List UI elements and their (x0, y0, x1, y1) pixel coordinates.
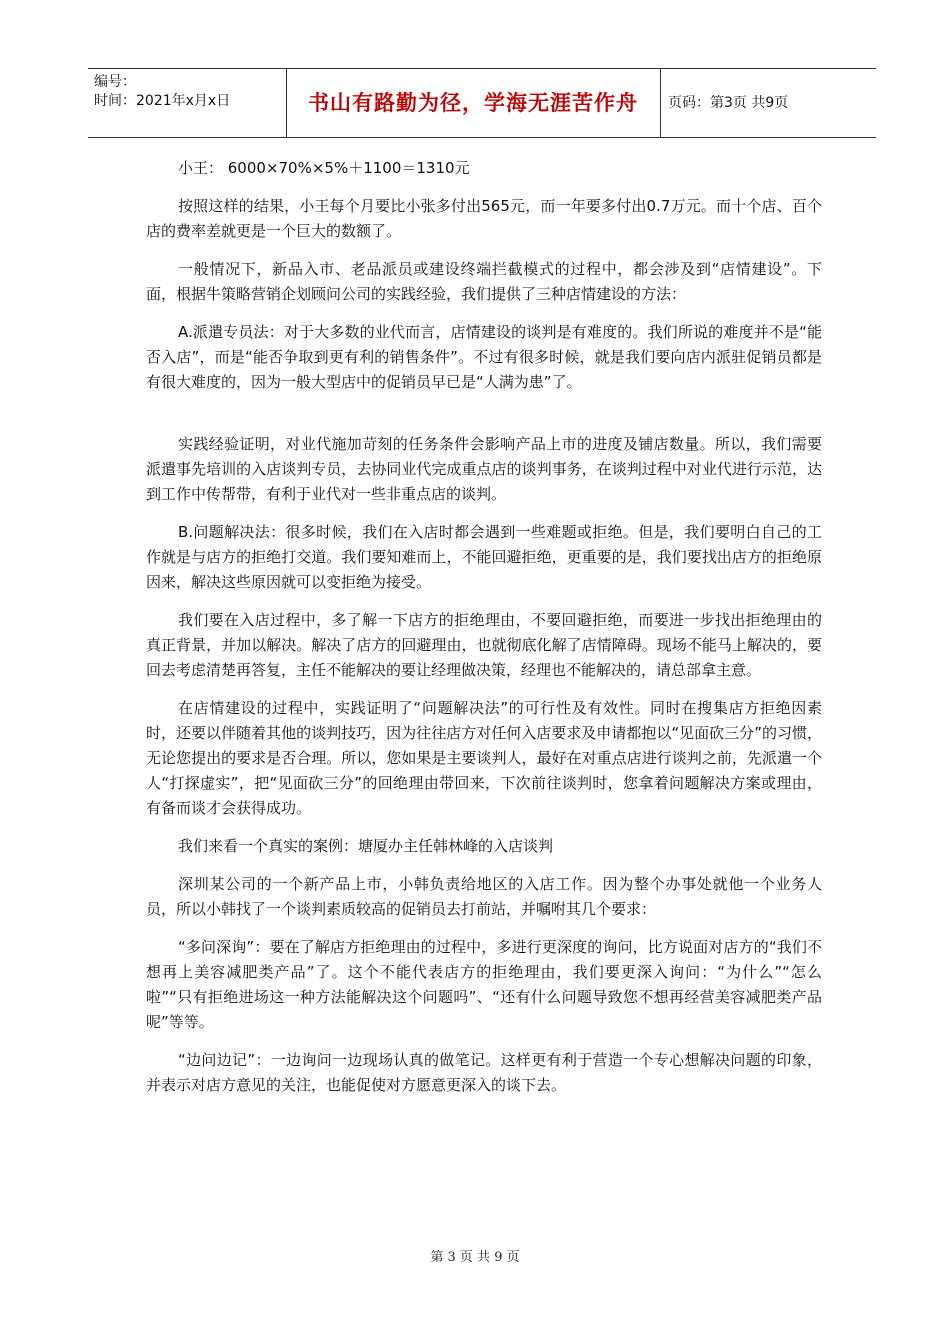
paragraph-case-title: 我们来看一个真实的案例：塘厦办主任韩林峰的入店谈判 (178, 837, 554, 855)
paragraph: “多问深询”：要在了解店方拒绝理由的过程中，多进行更深度的询问，比方说面对店方的“我们不想再上美容减肥类产品”了。这个不能代表店方的拒绝理由，我们要更深入询问：“为什么”“怎么啦”“只有拒绝进场这一种方法能解决这个问题吗”、“还有什么问题导致您不想再经营美容减肥类产品呢”等等。 (146, 938, 822, 1031)
paragraph: B.问题解决法：很多时候，我们在入店时都会遇到一些难题或拒绝。但是，我们要明白自己的工作就是与店方的拒绝打交道。我们要知难而上，不能回避拒绝，更重要的是，我们要找出店方的拒绝原因来，解决这些原因就可以变拒绝为接受。 (146, 523, 822, 591)
page-footer: 第 3 页 共 9 页 (430, 1250, 520, 1265)
paragraph: 按照这样的结果，小王每个月要比小张多付出565元，而一年要多付出0.7万元。而十个店、百个店的费率差就更是一个巨大的数额了。 (146, 197, 822, 240)
paragraph: “边问边记”：一边询问一边现场认真的做笔记。这样更有利于营造一个专心想解决问题的印象，并表示对店方意见的关注，也能促使对方愿意更深入的谈下去。 (146, 1051, 822, 1094)
page-header (88, 68, 876, 138)
paragraph: 一般情况下，新品入市、老品派员或建设终端拦截模式的过程中，都会涉及到“店情建设”。下面，根据牛策略营销企划顾问公司的实践经验，我们提供了三种店情建设的方法： (146, 260, 822, 303)
header-motto: 书山有路勤为径，学海无涯苦作舟 (308, 90, 638, 115)
header-meta (94, 73, 284, 111)
header-time-label: 时间：2021年x月x日 (94, 93, 231, 109)
paragraph-formula: 小王： 6000×70%×5%＋1100＝1310元 (178, 159, 470, 177)
paragraph: 在店情建设的过程中，实践证明了“问题解决法”的可行性及有效性。同时在搜集店方拒绝因素时，还要以伴随着其他的谈判技巧，因为往往店方对任何入店要求及申请都抱以“见面砍三分”的习惯，无论您提出的要求是否合理。所以，您如果是主要谈判人，最好在对重点店进行谈判之前，先派遣一个人“打探虚实”，把“见面砍三分”的回绝理由带回来，下次前往谈判时，您拿着问题解决方案或理由，有备而谈才会获得成功。 (146, 699, 822, 817)
paragraph: 实践经验证明，对业代施加苛刻的任务条件会影响产品上市的进度及铺店数量。所以，我们需要派遣事先培训的入店谈判专员，去协同业代完成重点店的谈判事务，在谈判过程中对业代进行示范，达到工作中传帮带，有利于业代对一些非重点店的谈判。 (146, 435, 822, 503)
header-divider-right (660, 69, 661, 137)
paragraph: A.派遣专员法：对于大多数的业代而言，店情建设的谈判是有难度的。我们所说的难度并不是“能否入店”，而是“能否争取到更有利的销售条件”。不过有很多时候，就是我们要向店内派驻促销员都是有很大难度的，因为一般大型店中的促销员早已是“人满为患”了。 (146, 323, 822, 391)
header-page-label: 页码：第3页 共9页 (668, 95, 789, 111)
paragraph: 我们要在入店过程中，多了解一下店方的拒绝理由，不要回避拒绝，而要进一步找出拒绝理由的真正背景，并加以解决。解决了店方的回避理由，也就彻底化解了店情障碍。现场不能马上解决的，要回去考虑清楚再答复，主任不能解决的要让经理做决策，经理也不能解决的，请总部拿主意。 (146, 611, 822, 679)
paragraph: 深圳某公司的一个新产品上市，小韩负责给地区的入店工作。因为整个办事处就他一个业务人员，所以小韩找了一个谈判素质较高的促销员去打前站，并嘱咐其几个要求： (146, 875, 822, 918)
document-body (146, 156, 822, 1111)
header-number-label: 编号： (94, 74, 136, 90)
